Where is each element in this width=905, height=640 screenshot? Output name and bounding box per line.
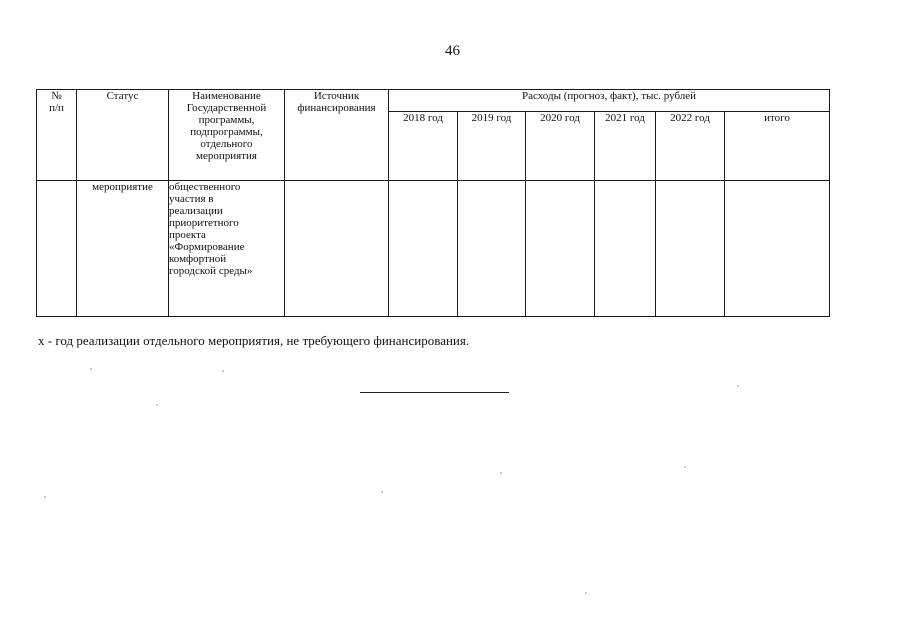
header-year: 2018 год — [389, 112, 458, 181]
cell-funding-source — [285, 181, 389, 317]
page-number: 46 — [445, 43, 460, 59]
header-year: 2020 год — [526, 112, 595, 181]
scan-speck — [44, 496, 46, 498]
scan-speck — [90, 368, 92, 370]
scan-speck — [737, 385, 739, 387]
scan-speck — [381, 491, 383, 493]
header-year: 2019 год — [458, 112, 526, 181]
scan-speck — [222, 370, 224, 372]
header-program-name: Наименование Государственной программы, подпрограммы, отдельного мероприятия — [169, 90, 285, 181]
footnote: х - год реализации отдельного мероприятия, не требующего финансирования. — [38, 333, 470, 348]
header-year: 2022 год — [656, 112, 725, 181]
separator-line — [360, 392, 509, 393]
scan-speck — [500, 472, 502, 474]
header-expenses: Расходы (прогноз, факт), тыс. рублей — [389, 90, 830, 112]
scan-speck — [684, 466, 686, 468]
header-num: № п/п — [37, 90, 77, 181]
cell-value — [595, 181, 656, 317]
cell-num — [37, 181, 77, 317]
cell-total — [725, 181, 830, 317]
table-row — [37, 181, 830, 317]
header-year: 2021 год — [595, 112, 656, 181]
cell-program-name: общественного участия в реализации приоритетного проекта «Формирование комфортной городской среды» — [169, 181, 285, 317]
cell-value — [656, 181, 725, 317]
expenses-table — [36, 89, 830, 317]
header-funding-source: Источник финансирования — [285, 90, 389, 181]
header-total: итого — [725, 112, 830, 181]
table-header-row — [37, 90, 830, 112]
cell-value — [526, 181, 595, 317]
cell-status: мероприятие — [77, 181, 169, 317]
header-status: Статус — [77, 90, 169, 181]
cell-value — [458, 181, 526, 317]
scan-speck — [156, 404, 158, 406]
scan-speck — [585, 592, 587, 594]
cell-value — [389, 181, 458, 317]
